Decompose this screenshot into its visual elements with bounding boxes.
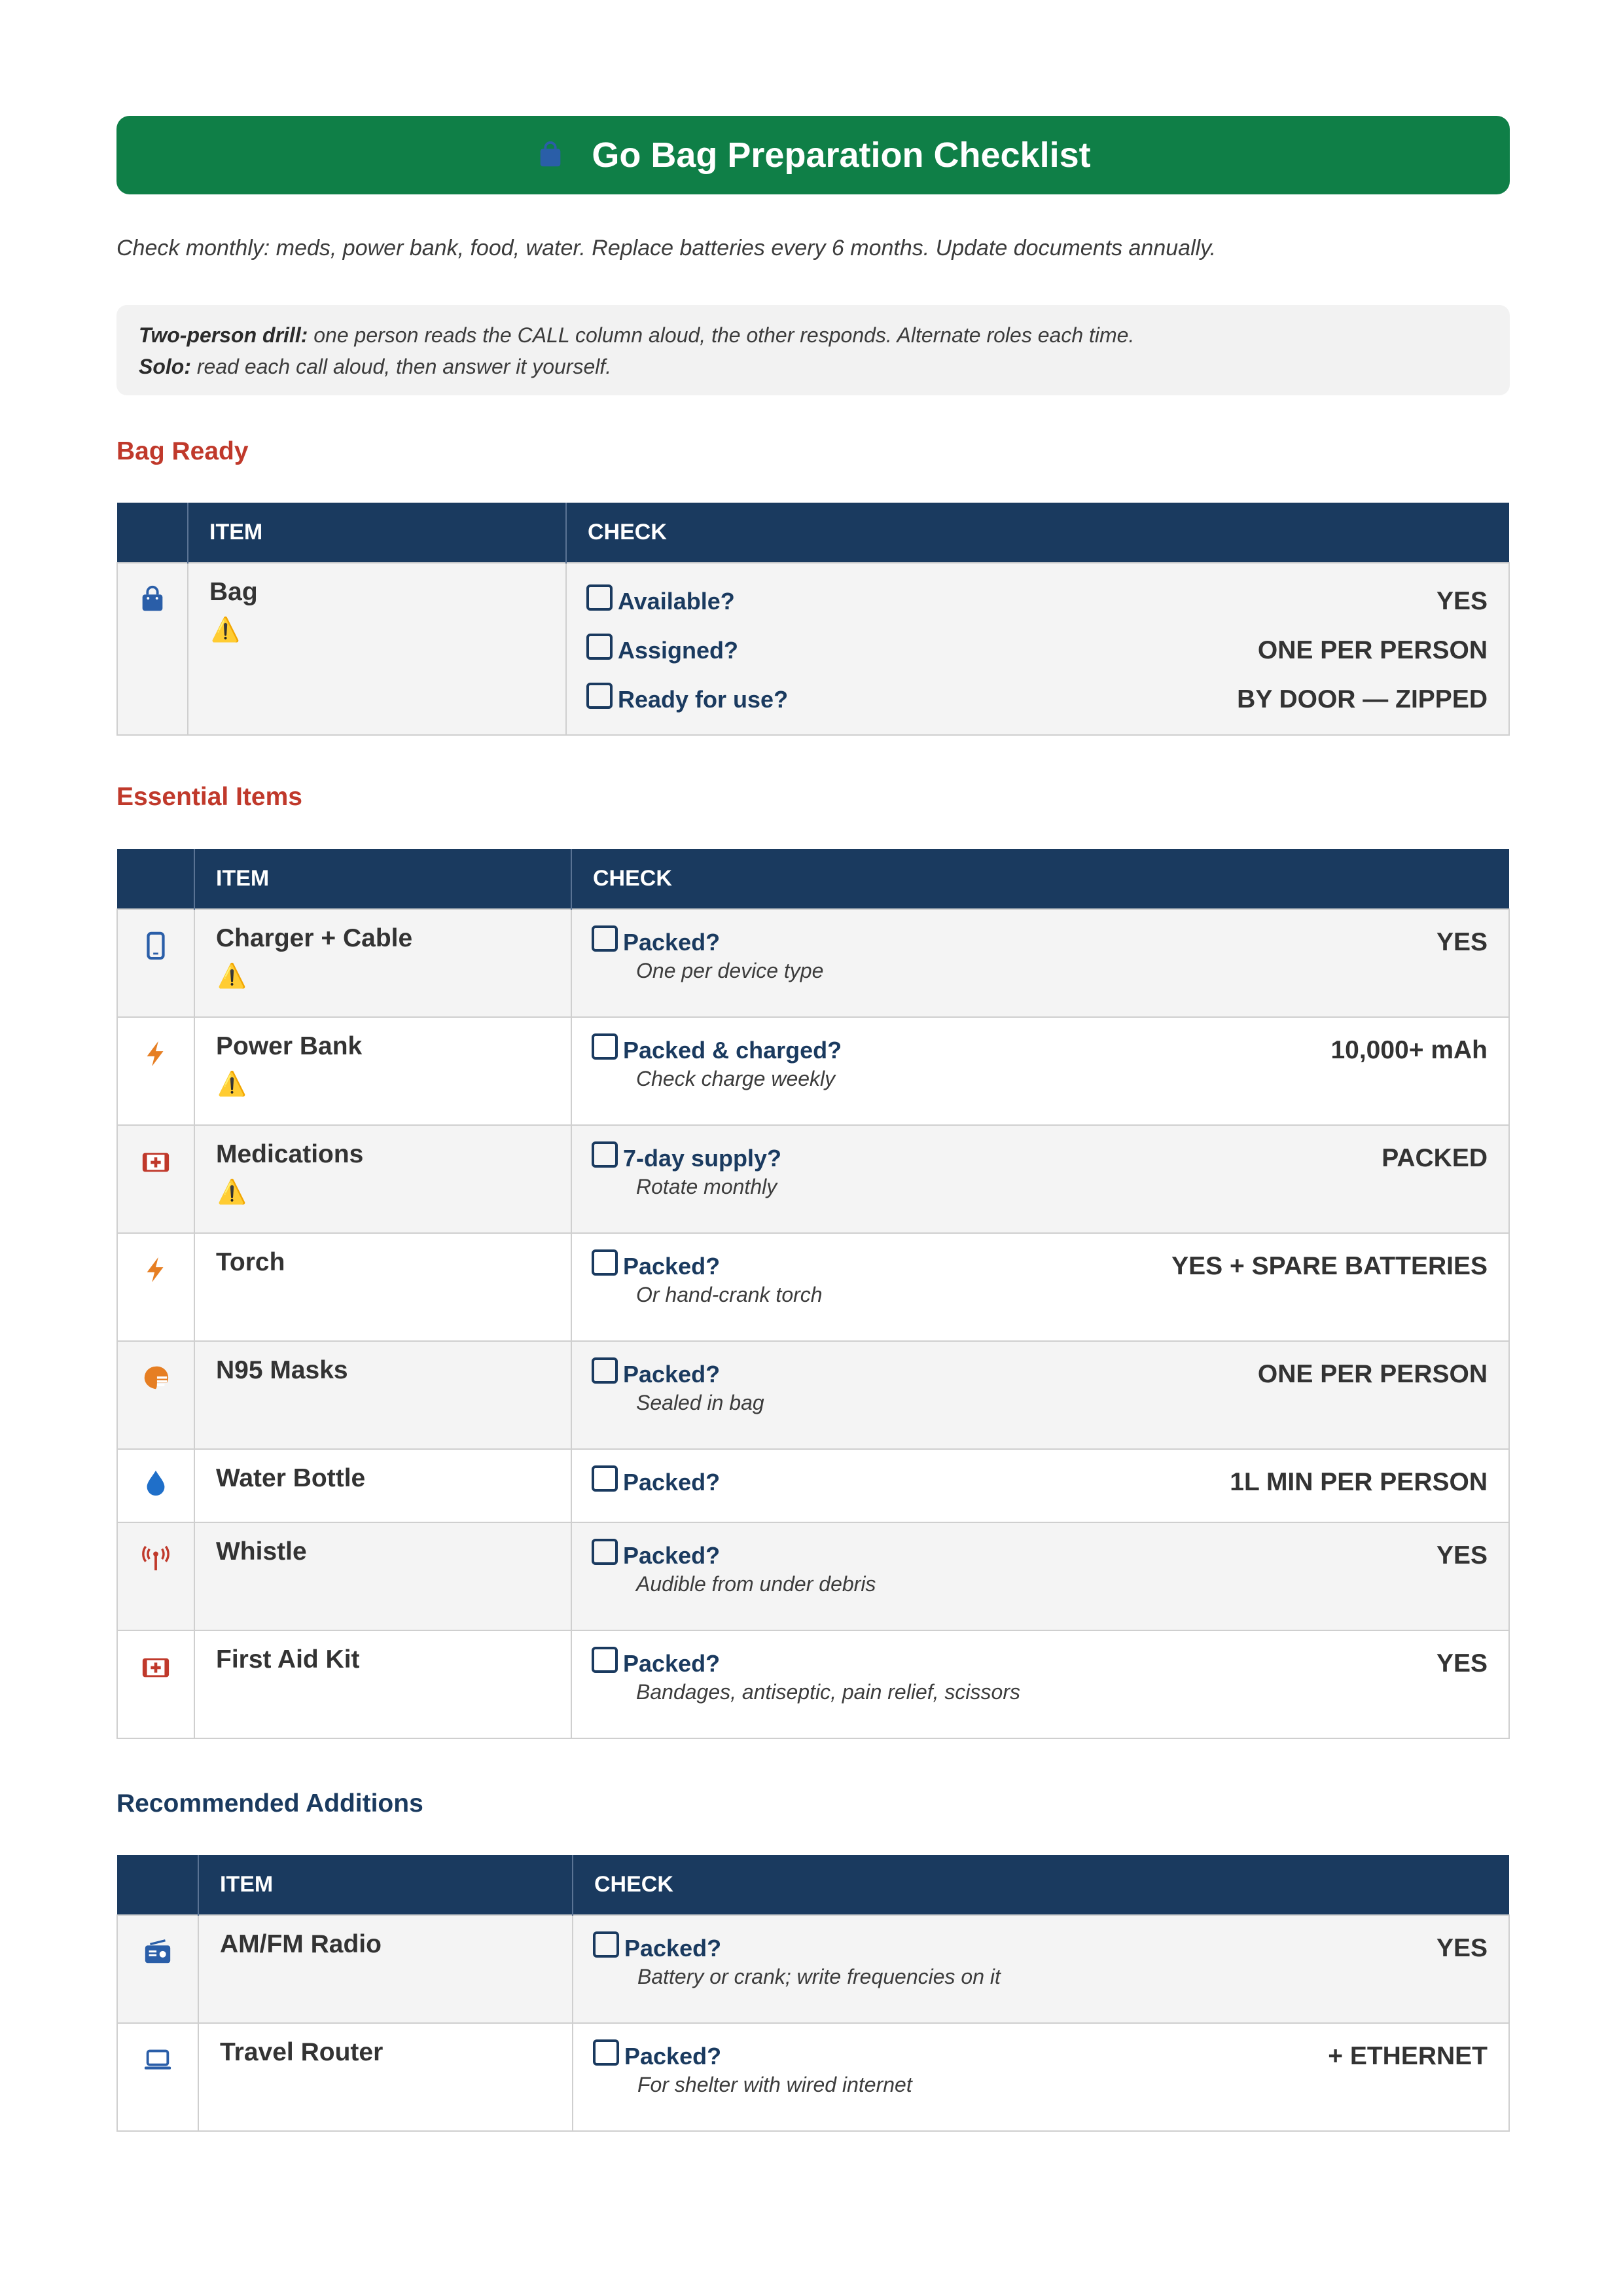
bag-ready-table <box>116 503 1510 736</box>
check-question: Available? <box>618 587 735 615</box>
item-name: Medications <box>216 1140 364 1168</box>
drill-two-text: one person reads the CALL column aloud, the other responds. Alternate roles each time. <box>308 323 1135 347</box>
radio-icon <box>143 1937 173 1967</box>
warning-icon: ⚠️ <box>211 616 240 643</box>
table-header <box>117 503 1509 563</box>
item-name: Charger + Cable <box>216 924 413 952</box>
checkbox[interactable] <box>593 2039 619 2066</box>
table-row <box>117 2023 1509 2131</box>
checkbox[interactable] <box>592 1357 618 1384</box>
table-row <box>117 563 1509 735</box>
check-line <box>567 626 1508 675</box>
mask-icon <box>141 1363 171 1393</box>
item-name: Bag <box>209 578 258 606</box>
col-item-header: ITEM <box>198 1855 573 1915</box>
check-question: Packed? <box>623 1541 721 1569</box>
first-aid-icon <box>141 1147 171 1177</box>
phone-icon <box>141 931 171 961</box>
page-title: Go Bag Preparation Checklist <box>592 135 1091 175</box>
check-answer: + ETHERNET <box>1328 2041 1488 2070</box>
title-bar <box>116 116 1510 194</box>
table-row <box>117 1449 1509 1522</box>
col-icon-header <box>117 1855 198 1915</box>
item-name: AM/FM Radio <box>220 1930 382 1958</box>
checkbox[interactable] <box>586 634 613 660</box>
section-title-bag-ready: Bag Ready <box>116 437 249 465</box>
check-note: Rotate monthly <box>636 1175 777 1198</box>
check-answer: ONE PER PERSON <box>1257 1359 1488 1388</box>
col-item-header: ITEM <box>194 849 571 909</box>
item-name: Torch <box>216 1248 285 1276</box>
table-row <box>117 1630 1509 1738</box>
check-answer: 1L MIN PER PERSON <box>1230 1467 1488 1496</box>
check-note: Or hand-crank torch <box>636 1283 823 1306</box>
checkbox[interactable] <box>592 1465 618 1492</box>
water-drop-icon <box>141 1468 171 1498</box>
item-name: First Aid Kit <box>216 1645 360 1674</box>
table-row <box>117 1341 1509 1449</box>
col-check-header: CHECK <box>571 849 1509 909</box>
check-answer: YES <box>1436 1649 1488 1677</box>
checkbox[interactable] <box>592 1141 618 1168</box>
check-answer: YES <box>1436 1933 1488 1962</box>
section-title-essential-items: Essential Items <box>116 783 302 811</box>
checkbox[interactable] <box>592 1249 618 1276</box>
check-question: Packed? <box>623 1468 721 1496</box>
table-header <box>117 849 1509 909</box>
drill-solo-text: read each call aloud, then answer it yourself. <box>190 355 612 378</box>
check-answer: BY DOOR — ZIPPED <box>1237 685 1488 713</box>
check-question: Packed? <box>623 1360 721 1388</box>
check-note: Battery or crank; write frequencies on it <box>637 1965 1001 1988</box>
check-note: For shelter with wired internet <box>637 2073 912 2096</box>
item-name: Water Bottle <box>216 1464 366 1492</box>
check-note: Check charge weekly <box>636 1067 836 1090</box>
check-question: Packed? <box>623 928 721 956</box>
col-item-header: ITEM <box>188 503 566 563</box>
table-row <box>117 1233 1509 1341</box>
check-line <box>572 1458 1508 1507</box>
recommended-additions-table <box>116 1855 1510 2132</box>
check-answer: YES <box>1436 1541 1488 1570</box>
check-answer: ONE PER PERSON <box>1257 636 1488 664</box>
col-icon-header <box>117 849 194 909</box>
checkbox[interactable] <box>592 1647 618 1673</box>
check-note: One per device type <box>636 959 824 982</box>
table-row <box>117 1125 1509 1233</box>
drill-solo-label: Solo: <box>139 355 191 378</box>
warning-icon: ⚠️ <box>217 1178 247 1205</box>
drill-note <box>116 305 1510 395</box>
check-question: Packed? <box>624 1934 722 1962</box>
col-check-header: CHECK <box>566 503 1509 563</box>
item-name: N95 Masks <box>216 1356 348 1384</box>
check-answer: YES <box>1436 586 1488 615</box>
check-answer: YES <box>1436 927 1488 956</box>
item-name: Power Bank <box>216 1032 363 1060</box>
check-answer: 10,000+ mAh <box>1330 1035 1488 1064</box>
bag-icon <box>535 140 565 170</box>
first-aid-icon <box>141 1652 171 1682</box>
warning-icon: ⚠️ <box>217 962 247 989</box>
bolt-icon <box>141 1039 171 1069</box>
check-note: Bandages, antiseptic, pain relief, scissors <box>636 1680 1020 1704</box>
check-note: Audible from under debris <box>636 1572 876 1596</box>
checkbox[interactable] <box>586 683 613 709</box>
col-icon-header <box>117 503 188 563</box>
laptop-icon <box>143 2045 173 2075</box>
checkbox[interactable] <box>592 925 618 952</box>
check-question: Assigned? <box>618 636 739 664</box>
col-check-header: CHECK <box>573 1855 1509 1915</box>
drill-two-label: Two-person drill: <box>139 323 308 347</box>
checkbox[interactable] <box>592 1033 618 1060</box>
signal-icon <box>141 1544 171 1574</box>
table-row <box>117 1522 1509 1630</box>
bolt-icon <box>141 1255 171 1285</box>
check-question: Packed? <box>623 1252 721 1280</box>
essential-items-table <box>116 849 1510 1739</box>
check-question: Packed? <box>623 1649 721 1677</box>
section-title-recommended-additions: Recommended Additions <box>116 1789 423 1818</box>
item-name: Whistle <box>216 1537 307 1566</box>
check-question: Ready for use? <box>618 685 789 713</box>
item-name: Travel Router <box>220 2038 383 2066</box>
table-row <box>117 1915 1509 2023</box>
check-question: Packed & charged? <box>623 1036 842 1064</box>
table-row <box>117 909 1509 1017</box>
check-question: Packed? <box>624 2042 722 2070</box>
checkbox[interactable] <box>592 1539 618 1565</box>
check-line <box>567 577 1508 626</box>
table-header <box>117 1855 1509 1915</box>
checkbox[interactable] <box>586 584 613 611</box>
warning-icon: ⚠️ <box>217 1070 247 1097</box>
check-answer: PACKED <box>1382 1143 1488 1172</box>
intro-text: Check monthly: meds, power bank, food, water. Replace batteries every 6 months. Update documents annually. <box>116 236 1217 260</box>
table-row <box>117 1017 1509 1125</box>
check-answer: YES + SPARE BATTERIES <box>1171 1251 1488 1280</box>
check-note: Sealed in bag <box>636 1391 764 1414</box>
bag-icon <box>137 584 168 615</box>
checkbox[interactable] <box>593 1931 619 1958</box>
check-question: 7-day supply? <box>623 1144 782 1172</box>
check-line <box>567 675 1508 724</box>
